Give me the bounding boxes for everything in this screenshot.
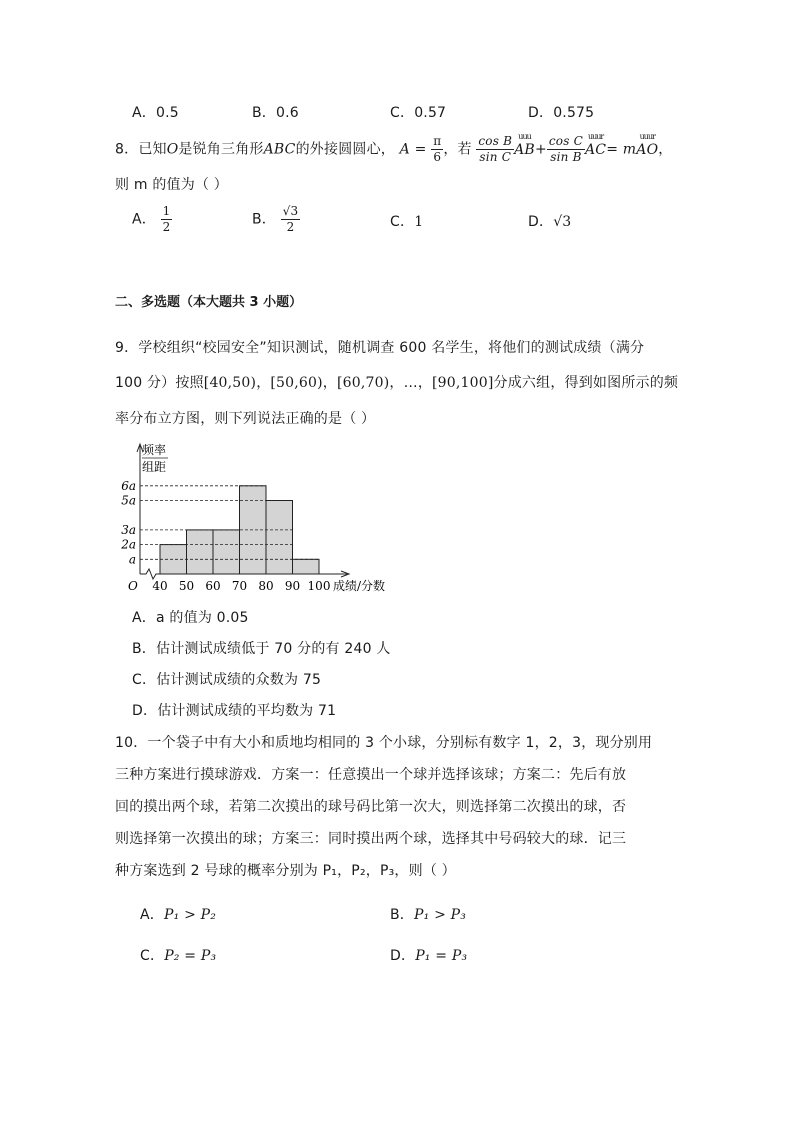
x-tick-label: 50: [178, 579, 195, 593]
q9-line1: 9．学校组织“校园安全”知识测试，随机调查 600 名学生，将他们的测试成绩（满分: [115, 340, 645, 356]
y-axis-label-denominator: 组距: [142, 460, 167, 474]
q10-line1: 10．一个袋子中有大小和质地均相同的 3 个小球，分别标有数字 1，2，3，现分别用: [115, 735, 653, 751]
histogram-bar: [187, 530, 214, 574]
q10-option-a: A．P₁ > P₂: [140, 907, 217, 923]
x-tick-label: 100: [307, 579, 331, 593]
q10-option-c: C．P₂ = P₃: [140, 948, 217, 964]
y-tick-label: a: [128, 552, 136, 567]
q8-option-c: C．1: [390, 214, 424, 230]
pi-over-six-fraction: $\frac{\pi}{6}$: [433, 134, 442, 164]
q9-option-a: A．a 的值为 0.05: [132, 610, 249, 626]
q9-option-b: B．估计测试成绩低于 70 分的有 240 人: [132, 641, 391, 657]
q9-line2: 100 分）按照[40,50)，[50,60)，[60,70)，…，[90,100]分成六组，得到如图所示的频: [115, 375, 679, 391]
vector-AC: uuur AC: [584, 131, 607, 158]
q7-option-a: A．0.5: [132, 105, 179, 121]
x-tick-label: 80: [258, 579, 274, 593]
origin-label: O: [128, 579, 138, 593]
y-tick-label: 5a: [121, 493, 136, 508]
q8-option-b: B． $\frac{√3}{2}$: [252, 204, 299, 234]
q7-option-c: C．0.57: [390, 105, 447, 121]
q10-line4: 则选择第一次摸出的球；方案三：同时摸出两个球，选择其中号码较大的球．记三: [115, 831, 627, 847]
histogram-bar: [293, 559, 320, 574]
q10-line2: 三种方案进行摸球游戏．方案一：任意摸出一个球并选择该球；方案二：先后有放: [115, 767, 627, 783]
q8-line2: 则 m 的值为（ ）: [115, 177, 228, 193]
q10-option-d: D．P₁ = P₃: [390, 948, 468, 964]
q7-option-d: D．0.575: [528, 105, 595, 121]
cosC-over-sinB: $\frac{\text{cos C}}{\text{sin B}}$: [548, 134, 583, 164]
y-axis-label-numerator: 频率: [142, 443, 167, 457]
x-tick-label: 60: [205, 579, 221, 593]
y-tick-label: 6a: [121, 478, 136, 493]
x-axis-label: 成绩/分数: [333, 579, 386, 593]
q10-option-b: B．P₁ > P₃: [390, 907, 467, 923]
vector-AB: uuu AB: [514, 131, 535, 158]
histogram-bar: [266, 501, 293, 575]
vector-AO: uuur AO: [636, 131, 659, 158]
x-tick-label: 70: [231, 579, 248, 593]
frequency-histogram: [112, 438, 412, 598]
q10-line5: 种方案选到 2 号球的概率分别为 P₁，P₂，P₃，则（ ）: [115, 863, 456, 879]
q9-line3: 率分布立方图，则下列说法正确的是（ ）: [115, 411, 376, 427]
q8-option-d: D．√3: [528, 214, 572, 230]
section-title: 二、多选题（本大题共 3 小题）: [115, 295, 303, 310]
y-tick-label: 3a: [121, 522, 136, 537]
q10-line3: 回的摸出两个球，若第二次摸出的球号码比第一次大，则选择第二次摸出的球，否: [115, 799, 627, 815]
q8-option-a: A． $\frac{1}{2}$: [132, 204, 171, 234]
x-tick-label: 90: [284, 579, 301, 593]
q8-stem: 8．已知O是锐角三角形ABC的外接圆圆心， A = $\frac{\pi}{6}$ ，若 $\frac{\text{cos B}}{\text{sin C}}$ uuu AB+ $\frac{\text{cos C}}{\text{sin B}}$ uuur AC= m uuur AO，: [115, 131, 673, 164]
histogram-bar: [213, 530, 240, 574]
y-tick-label: 2a: [121, 537, 136, 552]
q9-option-c: C．估计测试成绩的众数为 75: [132, 672, 322, 688]
cosB-over-sinC: $\frac{\text{cos B}}{\text{sin C}}$: [478, 134, 513, 164]
q7-option-b: B．0.6: [252, 105, 299, 121]
q9-option-d: D．估计测试成绩的平均数为 71: [132, 703, 337, 719]
x-tick-label: 40: [152, 579, 168, 593]
